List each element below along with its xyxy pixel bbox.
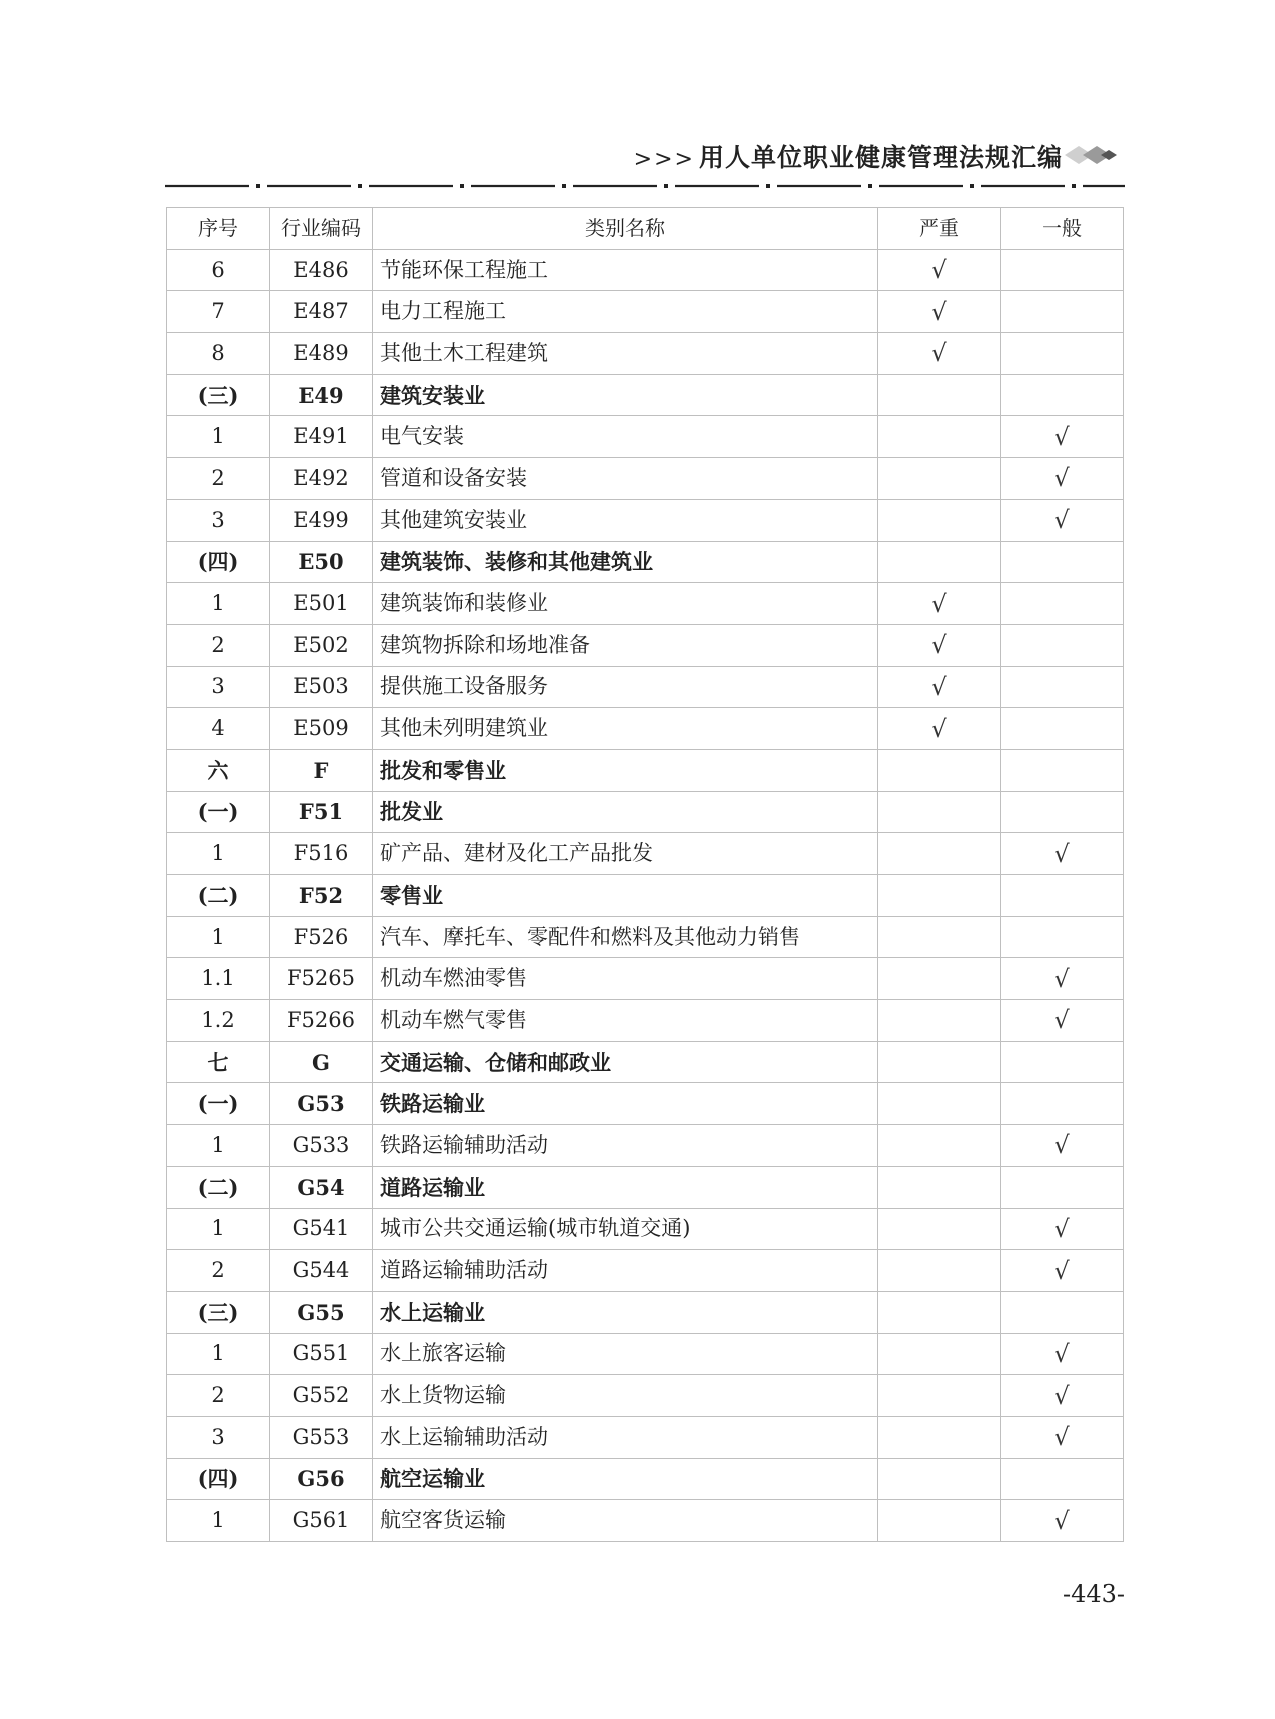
cell-category-name: 其他未列明建筑业 [373, 708, 878, 750]
table-row [167, 833, 1124, 875]
cell-serial: 7 [167, 291, 270, 333]
cell-serial: 1 [167, 583, 270, 625]
cell-general [1001, 1458, 1124, 1500]
running-header [165, 128, 1125, 188]
cell-serial: 3 [167, 1416, 270, 1458]
cell-severe: √ [878, 708, 1001, 750]
cell-general [1001, 1041, 1124, 1083]
cell-code: G541 [270, 1208, 373, 1250]
cell-category-name: 城市公共交通运输(城市轨道交通) [373, 1208, 878, 1250]
cell-severe [878, 499, 1001, 541]
cell-serial: 1.1 [167, 958, 270, 1000]
table-row [167, 624, 1124, 666]
cell-general: √ [1001, 1000, 1124, 1042]
header-decorative-rule [165, 182, 1125, 190]
cell-general [1001, 1166, 1124, 1208]
cell-severe [878, 1375, 1001, 1417]
cell-category-name: 机动车燃气零售 [373, 1000, 878, 1042]
cell-serial: 1 [167, 833, 270, 875]
table-row [167, 875, 1124, 917]
cell-severe: √ [878, 291, 1001, 333]
cell-severe [878, 1208, 1001, 1250]
cell-category-name: 水上货物运输 [373, 1375, 878, 1417]
cell-serial: (四) [167, 1458, 270, 1500]
table-row [167, 708, 1124, 750]
table-row [167, 958, 1124, 1000]
cell-general [1001, 1083, 1124, 1125]
cell-severe [878, 875, 1001, 917]
cell-general: √ [1001, 1125, 1124, 1167]
cell-severe [878, 1041, 1001, 1083]
cell-category-name: 道路运输辅助活动 [373, 1250, 878, 1292]
cell-general [1001, 875, 1124, 917]
table-row [167, 791, 1124, 833]
table-row [167, 749, 1124, 791]
cell-severe [878, 916, 1001, 958]
table-row [167, 541, 1124, 583]
cell-general: √ [1001, 1250, 1124, 1292]
column-header-code: 行业编码 [270, 208, 373, 250]
cell-general: √ [1001, 458, 1124, 500]
table-row [167, 583, 1124, 625]
cell-serial: 1 [167, 1500, 270, 1542]
cell-severe [878, 1458, 1001, 1500]
cell-code: E509 [270, 708, 373, 750]
cell-serial: 2 [167, 1250, 270, 1292]
cell-general [1001, 249, 1124, 291]
cell-category-name: 管道和设备安装 [373, 458, 878, 500]
cell-severe [878, 791, 1001, 833]
cell-severe: √ [878, 583, 1001, 625]
cell-severe [878, 541, 1001, 583]
cell-serial: (三) [167, 1291, 270, 1333]
cell-category-name: 铁路运输业 [373, 1083, 878, 1125]
cell-general: √ [1001, 1416, 1124, 1458]
table-row [167, 1458, 1124, 1500]
cell-general [1001, 916, 1124, 958]
cell-severe [878, 1166, 1001, 1208]
cell-general: √ [1001, 499, 1124, 541]
cell-general [1001, 374, 1124, 416]
cell-category-name: 水上运输辅助活动 [373, 1416, 878, 1458]
cell-general: √ [1001, 416, 1124, 458]
table-row [167, 1125, 1124, 1167]
cell-general [1001, 541, 1124, 583]
cell-severe [878, 1416, 1001, 1458]
cell-serial: 8 [167, 333, 270, 375]
table-row [167, 1291, 1124, 1333]
cell-category-name: 节能环保工程施工 [373, 249, 878, 291]
cell-severe [878, 374, 1001, 416]
table-row [167, 249, 1124, 291]
table-row [167, 1083, 1124, 1125]
cell-serial: 六 [167, 749, 270, 791]
cell-serial: 1 [167, 1333, 270, 1375]
cell-code: G561 [270, 1500, 373, 1542]
cell-code: G552 [270, 1375, 373, 1417]
table-row [167, 1000, 1124, 1042]
cell-severe [878, 958, 1001, 1000]
cell-code: E487 [270, 291, 373, 333]
cell-code: F5265 [270, 958, 373, 1000]
cell-category-name: 道路运输业 [373, 1166, 878, 1208]
cell-general: √ [1001, 1333, 1124, 1375]
cell-category-name: 铁路运输辅助活动 [373, 1125, 878, 1167]
cell-category-name: 建筑装饰和装修业 [373, 583, 878, 625]
cell-code: E501 [270, 583, 373, 625]
cell-severe [878, 416, 1001, 458]
cell-severe [878, 1125, 1001, 1167]
cell-serial: (三) [167, 374, 270, 416]
cell-serial: (一) [167, 1083, 270, 1125]
cell-serial: 1.2 [167, 1000, 270, 1042]
table-row [167, 916, 1124, 958]
cell-severe [878, 1333, 1001, 1375]
cell-serial: 3 [167, 666, 270, 708]
cell-category-name: 其他土木工程建筑 [373, 333, 878, 375]
cell-severe [878, 1291, 1001, 1333]
table-row [167, 666, 1124, 708]
cell-code: F [270, 749, 373, 791]
cell-general: √ [1001, 1500, 1124, 1542]
table-body [167, 249, 1124, 1541]
cell-category-name: 水上旅客运输 [373, 1333, 878, 1375]
cell-category-name: 航空客货运输 [373, 1500, 878, 1542]
cell-serial: (二) [167, 875, 270, 917]
cell-category-name: 批发和零售业 [373, 749, 878, 791]
cell-severe: √ [878, 666, 1001, 708]
table-row [167, 1041, 1124, 1083]
cell-code: G53 [270, 1083, 373, 1125]
cell-code: E49 [270, 374, 373, 416]
table-row [167, 1500, 1124, 1542]
cell-code: E503 [270, 666, 373, 708]
cell-category-name: 提供施工设备服务 [373, 666, 878, 708]
cell-severe [878, 458, 1001, 500]
cell-code: F526 [270, 916, 373, 958]
cell-code: F5266 [270, 1000, 373, 1042]
table-row [167, 499, 1124, 541]
cell-category-name: 航空运输业 [373, 1458, 878, 1500]
cell-general [1001, 583, 1124, 625]
table-row [167, 1166, 1124, 1208]
cell-serial: 七 [167, 1041, 270, 1083]
cell-serial: 3 [167, 499, 270, 541]
cell-category-name: 电气安装 [373, 416, 878, 458]
cell-serial: 1 [167, 416, 270, 458]
table-row [167, 1333, 1124, 1375]
cell-general [1001, 708, 1124, 750]
cell-severe [878, 1000, 1001, 1042]
cell-code: G55 [270, 1291, 373, 1333]
cell-code: E50 [270, 541, 373, 583]
cell-serial: (二) [167, 1166, 270, 1208]
cell-code: E499 [270, 499, 373, 541]
column-header-serial: 序号 [167, 208, 270, 250]
cell-severe [878, 749, 1001, 791]
cell-serial: (四) [167, 541, 270, 583]
cell-code: E486 [270, 249, 373, 291]
cell-category-name: 其他建筑安装业 [373, 499, 878, 541]
book-title: 用人单位职业健康管理法规汇编 [698, 143, 1063, 172]
cell-serial: 4 [167, 708, 270, 750]
cell-general [1001, 624, 1124, 666]
column-header-severe: 严重 [878, 208, 1001, 250]
column-header-category: 类别名称 [373, 208, 878, 250]
cell-general [1001, 291, 1124, 333]
table-row [167, 1375, 1124, 1417]
cell-code: G533 [270, 1125, 373, 1167]
cell-general: √ [1001, 1375, 1124, 1417]
cell-general [1001, 1291, 1124, 1333]
cell-code: F51 [270, 791, 373, 833]
diamond-logo-icon [1063, 143, 1119, 167]
cell-serial: 1 [167, 1125, 270, 1167]
cell-severe [878, 1083, 1001, 1125]
industry-classification-table [166, 207, 1124, 1542]
cell-category-name: 汽车、摩托车、零配件和燃料及其他动力销售 [373, 916, 878, 958]
cell-category-name: 矿产品、建材及化工产品批发 [373, 833, 878, 875]
cell-code: E489 [270, 333, 373, 375]
cell-serial: 6 [167, 249, 270, 291]
cell-category-name: 交通运输、仓储和邮政业 [373, 1041, 878, 1083]
table-row [167, 333, 1124, 375]
cell-code: F52 [270, 875, 373, 917]
cell-severe [878, 1250, 1001, 1292]
cell-severe: √ [878, 333, 1001, 375]
cell-code: G54 [270, 1166, 373, 1208]
cell-general [1001, 333, 1124, 375]
cell-code: G [270, 1041, 373, 1083]
cell-code: G551 [270, 1333, 373, 1375]
page-number: -443- [1062, 1580, 1125, 1608]
table-row [167, 458, 1124, 500]
cell-category-name: 零售业 [373, 875, 878, 917]
cell-severe: √ [878, 249, 1001, 291]
cell-general: √ [1001, 1208, 1124, 1250]
table-row [167, 374, 1124, 416]
cell-category-name: 建筑装饰、装修和其他建筑业 [373, 541, 878, 583]
cell-general [1001, 791, 1124, 833]
cell-category-name: 电力工程施工 [373, 291, 878, 333]
cell-serial: 2 [167, 458, 270, 500]
cell-code: E502 [270, 624, 373, 666]
column-header-general: 一般 [1001, 208, 1124, 250]
cell-severe [878, 1500, 1001, 1542]
cell-code: E492 [270, 458, 373, 500]
header-title [634, 138, 1063, 174]
cell-general: √ [1001, 833, 1124, 875]
cell-severe [878, 833, 1001, 875]
cell-code: F516 [270, 833, 373, 875]
cell-serial: 1 [167, 1208, 270, 1250]
header-arrows: >>> [633, 147, 695, 172]
cell-serial: (一) [167, 791, 270, 833]
cell-severe: √ [878, 624, 1001, 666]
cell-serial: 2 [167, 1375, 270, 1417]
cell-category-name: 水上运输业 [373, 1291, 878, 1333]
table-row [167, 1416, 1124, 1458]
table-row [167, 1208, 1124, 1250]
cell-general [1001, 749, 1124, 791]
table-row [167, 291, 1124, 333]
table-row [167, 416, 1124, 458]
table-header-row [167, 208, 1124, 250]
cell-category-name: 机动车燃油零售 [373, 958, 878, 1000]
table-row [167, 1250, 1124, 1292]
cell-general [1001, 666, 1124, 708]
cell-serial: 2 [167, 624, 270, 666]
cell-code: G544 [270, 1250, 373, 1292]
cell-category-name: 建筑安装业 [373, 374, 878, 416]
cell-general: √ [1001, 958, 1124, 1000]
cell-serial: 1 [167, 916, 270, 958]
cell-code: E491 [270, 416, 373, 458]
cell-category-name: 批发业 [373, 791, 878, 833]
cell-category-name: 建筑物拆除和场地准备 [373, 624, 878, 666]
cell-code: G553 [270, 1416, 373, 1458]
cell-code: G56 [270, 1458, 373, 1500]
